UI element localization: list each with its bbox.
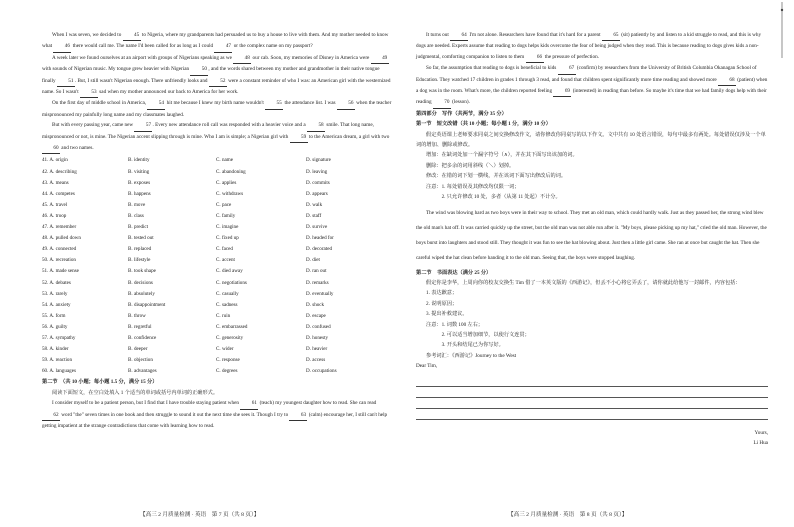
blank-51: 51 <box>57 76 75 87</box>
blank-53: 53 <box>80 87 98 98</box>
option-row <box>42 211 394 222</box>
option-cell: 56. A. guilty <box>42 323 68 330</box>
s1-instruction-line: 删除：把多余的词用斜线（＼）划掉。 <box>426 162 515 169</box>
option-cell: C. negotiations <box>216 279 247 286</box>
right-para-1: It turns out 64 I'm not alone. Researchers have found that it's hard for a parent 65 (sit) patiently by and listen to a kid struggle to read, and this is why dogs are needed. Experts assume that reading to dogs helps kids overcome the fear of being judged when they read. This is because reading to dogs gives kids a non-judgmental, comforting companion to listen to them 66 the pressure of perfection. <box>416 30 768 63</box>
s2-instruction-line: 假定你是李华，上周向你的校友交换生 Tim 借了一本英文版的《西游记》，但丢不小心将它弄丢了，请你就此给他写一封邮件，内容包括： <box>426 279 741 286</box>
option-cell: D. eventually <box>306 290 334 297</box>
s1-instruction-line: 增加：在缺词处加一个漏字符号（∧），并在其下面写出该加的词。 <box>426 152 578 159</box>
option-cell: D. honesty <box>306 334 329 341</box>
option-cell: B. predict <box>128 224 149 231</box>
s1-instruction-line: 假定英语课上老师要求同桌之间交换修改作文，请你修改你同桌写的以下作文。文中共有 10 处语言错误，每句中最多有两处。每处错误仅涉及一个单词的增加、删除或修改。 <box>416 131 766 149</box>
blank-62: 62 <box>42 410 60 421</box>
blank-57: 57 <box>134 120 152 131</box>
option-cell: D. access <box>306 357 326 364</box>
section2-heading: 第二节 （共 10 小题；每小题 1.5 分，满分 15 分） <box>42 379 158 386</box>
option-cell: D. escape <box>306 312 326 319</box>
option-cell: B. disappointment <box>128 301 166 308</box>
section2-paragraph: I consider myself to be a patient person, but I find that I have trouble staying patient when 61 (teach) my youngest daughter how to read. She can read 62 word "the" seven times in one book and then struggle to sound it out the next time she sees it. Though I try to 63 (calm) encourage her, I still can't help getting impatient at the strange contradictions that come with learning how to read. <box>42 400 388 429</box>
option-cell: C. casually <box>216 290 239 297</box>
option-cell: 52. A. debates <box>42 279 71 286</box>
option-cell: D. ran out <box>306 268 327 275</box>
option-cell: 57. A. sympathy <box>42 334 76 341</box>
writing-lines[interactable] <box>416 376 768 420</box>
option-cell: B. advantages <box>128 368 157 375</box>
option-cell: D. staff <box>306 212 322 219</box>
option-cell: C. family <box>216 212 236 219</box>
option-row <box>42 200 394 211</box>
option-cell: B. regretful <box>128 323 152 330</box>
signature-name: Li Hua <box>753 439 768 446</box>
option-cell: D. heavier <box>306 346 328 353</box>
option-cell: 51. A. made sense <box>42 268 79 275</box>
option-cell: B. throw <box>128 312 146 319</box>
option-cell: D. shock <box>306 301 325 308</box>
cloze-passage <box>42 30 394 154</box>
option-cell: C. died away <box>216 268 243 275</box>
option-row <box>42 311 394 322</box>
s1-heading: 第一节 短文改错（共 10 小题；每小题 1 分，满分 10 分） <box>416 121 551 128</box>
option-cell: B. lifestyle <box>128 257 151 264</box>
option-cell: 46. A. troop <box>42 212 67 219</box>
blank-50: 50 <box>190 64 208 75</box>
option-cell: D. occupations <box>306 368 337 375</box>
s1-instruction-line: 2. 只允许修改 10 处，多者（从第 11 处起）不计分。 <box>426 194 561 201</box>
binding-mark-icon <box>778 0 786 60</box>
blank-64: 64 <box>450 30 468 41</box>
s2-instruction-line: 1. 表达歉意； <box>426 290 458 297</box>
s1-instructions <box>416 130 768 203</box>
section2-instruction: 阅读下面短文，在空白处填入 1 个适当的单词或括号内单词的正确形式。 <box>52 389 219 396</box>
passage-paragraph: On the first day of middle school in America, 54 hit me because I knew my birth name wouldn't 55 the attendance list. I was 56 when the teacher mispronounced my painfully long name and my classmates laughed. <box>42 100 392 118</box>
option-cell: D. walk <box>306 201 323 208</box>
option-cell: 44. A. competes <box>42 190 75 197</box>
blank-46: 46 <box>53 41 71 52</box>
option-row <box>42 255 394 266</box>
option-cell: 43. A. means <box>42 179 69 186</box>
blank-55: 55 <box>265 98 283 109</box>
blank-48: 48 <box>233 53 251 64</box>
option-row <box>42 178 394 189</box>
left-page <box>42 30 394 431</box>
option-cell: C. faced <box>216 246 233 253</box>
option-row <box>42 167 394 178</box>
option-cell: C. imagine <box>216 224 239 231</box>
option-cell: 58. A. kinder <box>42 346 69 353</box>
option-row <box>42 344 394 355</box>
option-cell: B. class <box>128 212 144 219</box>
blank-60: 60 <box>42 143 60 154</box>
option-row <box>42 333 394 344</box>
blank-49: 49 <box>371 53 389 64</box>
option-cell: C. accent <box>216 257 235 264</box>
blank-56: 56 <box>337 98 355 109</box>
option-cell: C. fixed up <box>216 235 239 242</box>
option-cell: D. leaving <box>306 168 328 175</box>
blank-67: 67 <box>558 63 576 74</box>
s2-instruction-line: 3. 开头和结尾已为你写好。 <box>426 342 504 349</box>
option-cell: 54. A. anxiety <box>42 301 71 308</box>
option-cell: C. ruin <box>216 312 231 319</box>
blank-45: 45 <box>123 30 141 41</box>
option-cell: C. abandoning <box>216 168 246 175</box>
passage-paragraph: When I was seven, we decided to 45 to Nigeria, where my grandparents had persuaded us to buy a house to live with them. And my mother needed to know what 46 there would call me. The name I'd been called for as long as I could 47 or the complex name on my passport? <box>42 30 394 53</box>
option-cell: B. identity <box>128 157 150 164</box>
left-footer: 【高三 2 月质量检测 · 英语 第 7 页（共 8 页）】 <box>140 512 260 518</box>
option-cell: B. happens <box>128 190 151 197</box>
option-cell: 45. A. travel <box>42 201 68 208</box>
option-cell: 48. A. pulled down <box>42 235 81 242</box>
option-cell: D. survive <box>306 224 328 231</box>
option-cell: B. visiting <box>128 168 150 175</box>
option-cell: 59. A. reaction <box>42 357 72 364</box>
option-cell: 49. A. connected <box>42 246 77 253</box>
option-cell: 41. A. origin <box>42 157 68 164</box>
option-cell: B. absolutely <box>128 290 155 297</box>
s2-instructions <box>416 278 768 361</box>
option-cell: B. took shape <box>128 268 156 275</box>
option-row <box>42 155 394 166</box>
section2-passage <box>42 398 394 431</box>
option-cell: D. remarks <box>306 279 329 286</box>
dear-line: Dear Tim, <box>416 363 438 370</box>
option-cell: B. deeper <box>128 346 148 353</box>
option-row <box>42 244 394 255</box>
s1-instruction-line: 注意：1. 每处错误及其修改均仅限一词； <box>426 183 520 190</box>
option-cell: D. diet <box>306 257 320 264</box>
option-cell: C. name <box>216 157 233 164</box>
s1-text: The wind was blowing hard as two boys were in their way to school. They met an old man, which could hardly walk. Just as they passed her, the strong wind blew the old man's hat off. It was carried quickly up the street, but the old man was not able run after it. "My boys, please picking up my hat," cried the old man. However, the boys burst into laughters and stood still. They thought it was fun to see the hat blowing about. Just then a little girl came. She ran at once but caught the hat. Then she careful wiped the hat clean before handing it to the old man. Seeing that, the boys were stopped laughing. <box>416 209 767 261</box>
blank-59: 59 <box>290 132 308 143</box>
option-cell: C. sadness <box>216 301 238 308</box>
option-cell: C. withdraws <box>216 190 244 197</box>
blank-54: 54 <box>147 98 165 109</box>
s1-instruction-line: 修改：在错的词下划一横线，并在该词下面写出修改后的词。 <box>426 173 567 180</box>
option-cell: C. embarrassed <box>216 323 248 330</box>
blank-65: 65 <box>602 30 620 41</box>
option-cell: D. headed for <box>306 235 334 242</box>
option-cell: C. generosity <box>216 334 244 341</box>
option-cell: B. objection <box>128 357 153 364</box>
option-cell: 55. A. form <box>42 312 66 319</box>
right-para-2: So far, the assumption that reading to dogs is beneficial to kids 67 (confirm) by researchers from the University of British Columbia Okanagan School of Education. They watched 17 children in grades 1 through 3 read, and found that children spent significantly more time reading and showed more 68 (patient) when a dog was in the room. What's more, the children reported feeling 69 (interested) in reading than before. So maybe it's time that we had family dogs help with their reading 70 (lesson). <box>416 63 768 109</box>
option-cell: D. signature <box>306 157 331 164</box>
option-cell: C. applies <box>216 179 237 186</box>
options-table <box>42 155 394 377</box>
s2-instruction-line: 2. 可以适当增加细节，以使行文连贯； <box>426 331 530 338</box>
blank-68: 68 <box>718 75 736 86</box>
option-cell: B. tested out <box>128 235 154 242</box>
option-cell: C. response <box>216 357 240 364</box>
option-cell: B. move <box>128 201 146 208</box>
option-row <box>42 355 394 366</box>
blank-61: 61 <box>240 398 258 409</box>
right-page <box>416 30 768 448</box>
option-cell: B. exposes <box>128 179 151 186</box>
blank-63: 63 <box>289 410 307 421</box>
option-row <box>42 278 394 289</box>
option-cell: C. degrees <box>216 368 238 375</box>
option-row <box>42 366 394 377</box>
passage-paragraph: A week later we found ourselves at an airport with groups of Nigerians speaking as we 48 our cab. Soon, my memories of Disney in America were 49 with sounds of Nigerian music. My tongue grew heavier with Nigerian 50, and the words shared between my mother and grandmother in their native tongue finally 51. But, I still wasn't Nigerian enough. There unfriendly looks and 52 were a constant reminder of who I was: an American girl with the westernized name. So I wasn't 53 sad when my mother announced our back to America for her work. <box>42 53 394 99</box>
s2-instruction-line: 注意：1. 词数 100 左右； <box>426 321 484 328</box>
option-cell: C. pace <box>216 201 232 208</box>
yours-line: Yours, <box>754 429 768 436</box>
option-row <box>42 266 394 277</box>
blank-70: 70 <box>433 97 451 108</box>
option-cell: D. confused <box>306 323 331 330</box>
blank-66: 66 <box>526 52 544 63</box>
option-cell: D. decorated <box>306 246 333 253</box>
option-cell: B. replaced <box>128 246 152 253</box>
right-footer: 【高三 2 月质量检测 · 英语 第 8 页（共 8 页）】 <box>508 512 628 518</box>
option-cell: 60. A. languages <box>42 368 76 375</box>
s2-instruction-line: 3. 提出补救建议。 <box>426 311 468 318</box>
option-row <box>42 189 394 200</box>
option-row <box>42 322 394 333</box>
option-cell: D. commits <box>306 179 330 186</box>
option-row <box>42 289 394 300</box>
option-cell: B. decisions <box>128 279 153 286</box>
passage-paragraph: But with every passing year, came new 57. Every new attendance roll call was responded with a heavier voice and a 58 smile. That long name, mispronounced or not, is mine. The Nigerian accent slipping through is mine. Who I am is simple; a Nigerian girl with 59 to the American dream, a girl with two 60 and two names. <box>42 120 394 154</box>
option-row <box>42 233 394 244</box>
option-cell: B. confidence <box>128 334 157 341</box>
blank-52: 52 <box>209 76 227 87</box>
option-cell: 50. A. recreation <box>42 257 76 264</box>
blank-58: 58 <box>307 120 325 131</box>
option-cell: C. wider <box>216 346 234 353</box>
s2-instruction-line: 参考词汇：《西游记》Journey to the West <box>426 352 517 359</box>
blank-47: 47 <box>214 41 232 52</box>
s2-heading: 第二节 书面表达（满分 25 分） <box>416 269 492 276</box>
option-cell: D. appears <box>306 190 328 197</box>
part4-heading: 第四部分 写作（共两节，满分 35 分） <box>416 110 507 117</box>
option-cell: 53. A. rarely <box>42 290 68 297</box>
option-cell: 42. A. describing <box>42 168 77 175</box>
option-row <box>42 222 394 233</box>
blank-69: 69 <box>553 86 571 97</box>
option-row <box>42 300 394 311</box>
option-cell: 47. A. remember <box>42 224 77 231</box>
s2-instruction-line: 2. 说明原因； <box>426 300 458 307</box>
